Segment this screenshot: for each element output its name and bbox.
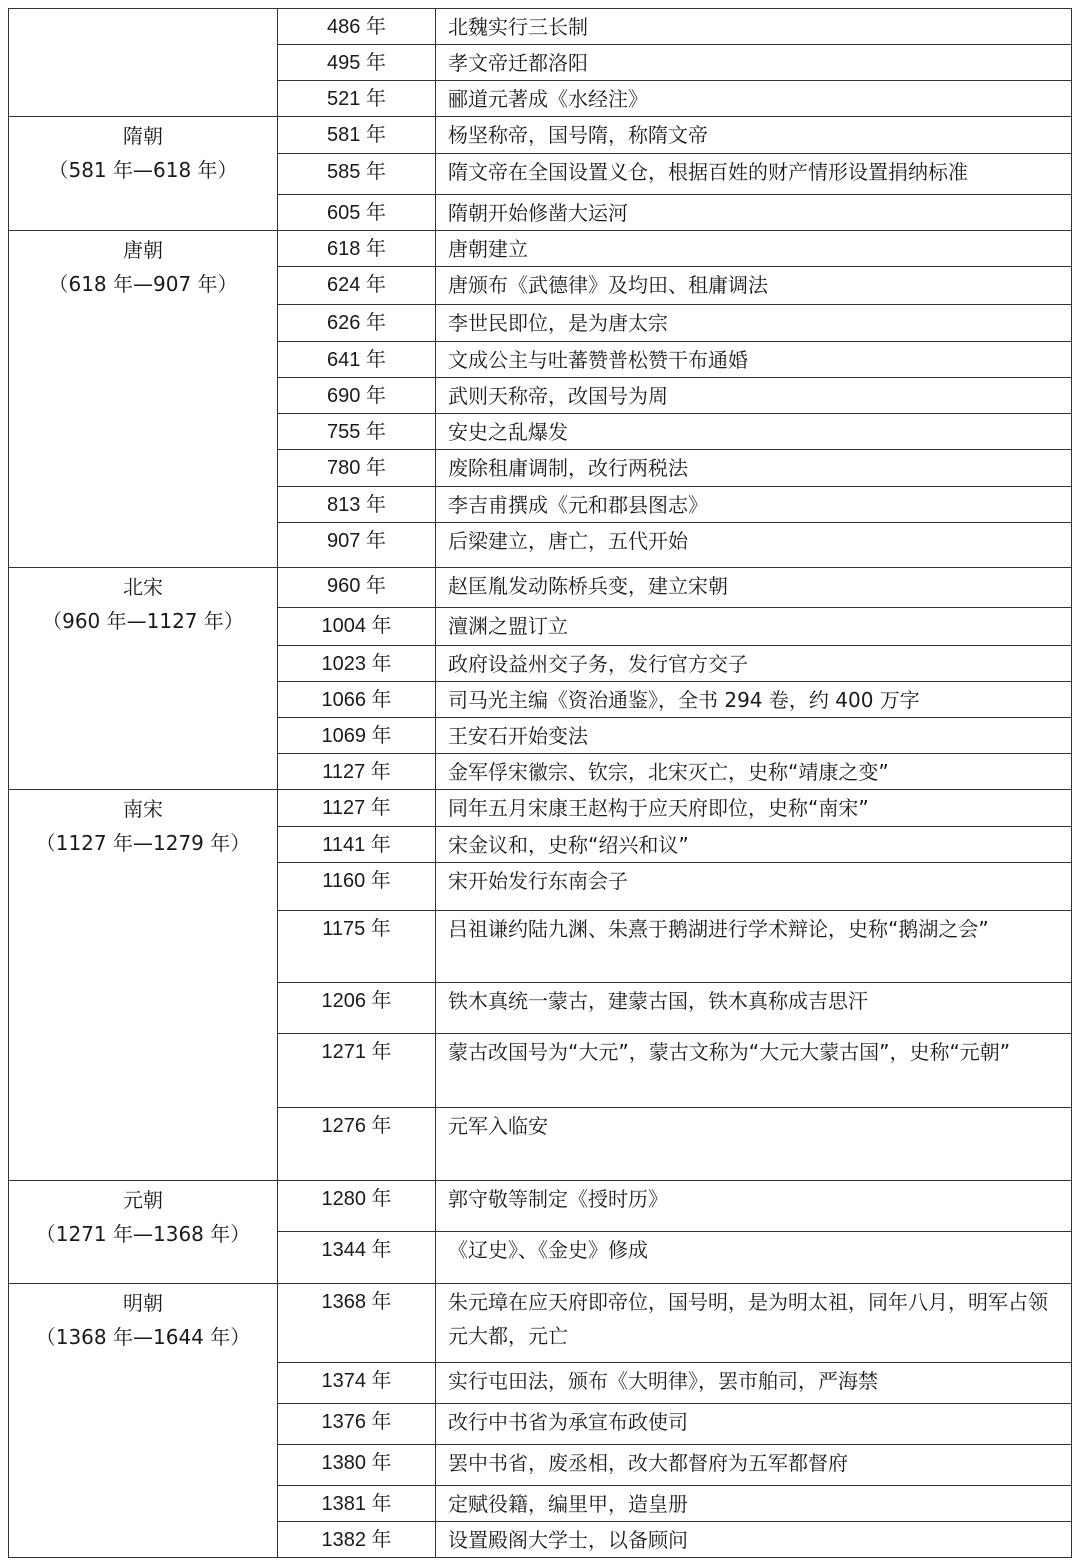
dynasty-name: 元朝 — [123, 1188, 163, 1212]
year-cell: 585 年 — [278, 154, 436, 195]
table-row — [9, 568, 1072, 608]
year-cell: 1374 年 — [278, 1363, 436, 1404]
year-cell: 907 年 — [278, 523, 436, 568]
table-row — [9, 9, 1072, 45]
year-cell: 1276 年 — [278, 1108, 436, 1181]
year-cell: 1004 年 — [278, 608, 436, 646]
dynasty-cell — [9, 1181, 278, 1284]
event-cell: 郭守敬等制定《授时历》 — [436, 1181, 1072, 1232]
event-cell: 朱元璋在应天府即帝位，国号明，是为明太祖，同年八月，明军占领元大都，元亡 — [436, 1284, 1072, 1363]
year-cell: 1141 年 — [278, 827, 436, 863]
event-cell: 后梁建立，唐亡，五代开始 — [436, 523, 1072, 568]
event-cell: 北魏实行三长制 — [436, 9, 1072, 45]
event-cell: 武则天称帝，改国号为周 — [436, 378, 1072, 414]
table-row — [9, 117, 1072, 154]
event-cell: 元军入临安 — [436, 1108, 1072, 1181]
event-cell: 同年五月宋康王赵构于应天府即位，史称“南宋” — [436, 790, 1072, 827]
dynasty-cell — [9, 568, 278, 790]
event-cell: 《辽史》、《金史》修成 — [436, 1232, 1072, 1284]
table-row — [9, 790, 1072, 827]
event-cell: 吕祖谦约陆九渊、朱熹于鹅湖进行学术辩论，史称“鹅湖之会” — [436, 911, 1072, 983]
year-cell: 1381 年 — [278, 1486, 436, 1522]
year-cell: 1127 年 — [278, 790, 436, 827]
dynasty-range: （618 年—907 年） — [48, 272, 238, 296]
year-cell: 1380 年 — [278, 1445, 436, 1486]
event-cell: 澶渊之盟订立 — [436, 608, 1072, 646]
year-cell: 1382 年 — [278, 1522, 436, 1558]
event-cell: 设置殿阁大学士，以备顾问 — [436, 1522, 1072, 1558]
year-cell: 618 年 — [278, 231, 436, 267]
year-cell: 1206 年 — [278, 983, 436, 1034]
dynasty-name: 明朝 — [123, 1291, 163, 1315]
event-cell: 孝文帝迁都洛阳 — [436, 45, 1072, 81]
dynasty-name: 北宋 — [123, 575, 163, 599]
year-cell: 1344 年 — [278, 1232, 436, 1284]
year-cell: 495 年 — [278, 45, 436, 81]
year-cell: 960 年 — [278, 568, 436, 608]
event-cell: 蒙古改国号为“大元”，蒙古文称为“大元大蒙古国”，史称“元朝” — [436, 1034, 1072, 1108]
year-cell: 581 年 — [278, 117, 436, 154]
year-cell: 486 年 — [278, 9, 436, 45]
event-cell: 政府设益州交子务，发行官方交子 — [436, 646, 1072, 682]
event-cell: 郦道元著成《水经注》 — [436, 81, 1072, 117]
year-cell: 1271 年 — [278, 1034, 436, 1108]
year-cell: 1175 年 — [278, 911, 436, 983]
year-cell: 780 年 — [278, 450, 436, 487]
event-cell: 宋金议和，史称“绍兴和议” — [436, 827, 1072, 863]
year-cell: 605 年 — [278, 195, 436, 231]
dynasty-cell — [9, 231, 278, 568]
event-cell: 唐朝建立 — [436, 231, 1072, 267]
event-cell: 文成公主与吐蕃赞普松赞干布通婚 — [436, 342, 1072, 378]
event-cell: 定赋役籍，编里甲，造皇册 — [436, 1486, 1072, 1522]
year-cell: 1280 年 — [278, 1181, 436, 1232]
year-cell: 1023 年 — [278, 646, 436, 682]
dynasty-name: 南宋 — [123, 797, 163, 821]
table-row — [9, 1181, 1072, 1232]
dynasty-range: （960 年—1127 年） — [42, 609, 244, 633]
event-cell: 安史之乱爆发 — [436, 414, 1072, 450]
year-cell: 755 年 — [278, 414, 436, 450]
dynasty-cell — [9, 117, 278, 231]
dynasty-range: （1368 年—1644 年） — [35, 1325, 251, 1349]
year-cell: 813 年 — [278, 487, 436, 523]
event-cell: 金军俘宋徽宗、钦宗，北宋灭亡，史称“靖康之变” — [436, 754, 1072, 790]
dynasty-name: 唐朝 — [123, 238, 163, 262]
year-cell: 690 年 — [278, 378, 436, 414]
event-cell: 实行屯田法，颁布《大明律》，罢市舶司，严海禁 — [436, 1363, 1072, 1404]
history-timeline-table — [8, 8, 1072, 1558]
dynasty-cell — [9, 790, 278, 1181]
year-cell: 1160 年 — [278, 863, 436, 911]
year-cell: 641 年 — [278, 342, 436, 378]
dynasty-range: （581 年—618 年） — [48, 158, 238, 182]
event-cell: 李世民即位，是为唐太宗 — [436, 305, 1072, 342]
event-cell: 宋开始发行东南会子 — [436, 863, 1072, 911]
event-cell: 王安石开始变法 — [436, 718, 1072, 754]
dynasty-name: 隋朝 — [123, 124, 163, 148]
year-cell: 1368 年 — [278, 1284, 436, 1363]
event-cell: 赵匡胤发动陈桥兵变，建立宋朝 — [436, 568, 1072, 608]
year-cell: 521 年 — [278, 81, 436, 117]
dynasty-cell — [9, 1284, 278, 1558]
event-cell: 杨坚称帝，国号隋，称隋文帝 — [436, 117, 1072, 154]
event-cell: 司马光主编《资治通鉴》，全书 294 卷，约 400 万字 — [436, 682, 1072, 718]
dynasty-range: （1271 年—1368 年） — [35, 1222, 251, 1246]
year-cell: 624 年 — [278, 267, 436, 305]
table-row — [9, 1284, 1072, 1363]
event-cell: 隋朝开始修凿大运河 — [436, 195, 1072, 231]
event-cell: 唐颁布《武德律》及均田、租庸调法 — [436, 267, 1072, 305]
event-cell: 废除租庸调制，改行两税法 — [436, 450, 1072, 487]
year-cell: 626 年 — [278, 305, 436, 342]
event-cell: 李吉甫撰成《元和郡县图志》 — [436, 487, 1072, 523]
event-cell: 罢中书省，废丞相，改大都督府为五军都督府 — [436, 1445, 1072, 1486]
event-cell: 隋文帝在全国设置义仓，根据百姓的财产情形设置捐纳标准 — [436, 154, 1072, 195]
event-cell: 改行中书省为承宣布政使司 — [436, 1404, 1072, 1445]
dynasty-cell — [9, 9, 278, 117]
year-cell: 1127 年 — [278, 754, 436, 790]
year-cell: 1066 年 — [278, 682, 436, 718]
table-row — [9, 231, 1072, 267]
year-cell: 1376 年 — [278, 1404, 436, 1445]
year-cell: 1069 年 — [278, 718, 436, 754]
dynasty-range: （1127 年—1279 年） — [35, 831, 251, 855]
event-cell: 铁木真统一蒙古，建蒙古国，铁木真称成吉思汗 — [436, 983, 1072, 1034]
